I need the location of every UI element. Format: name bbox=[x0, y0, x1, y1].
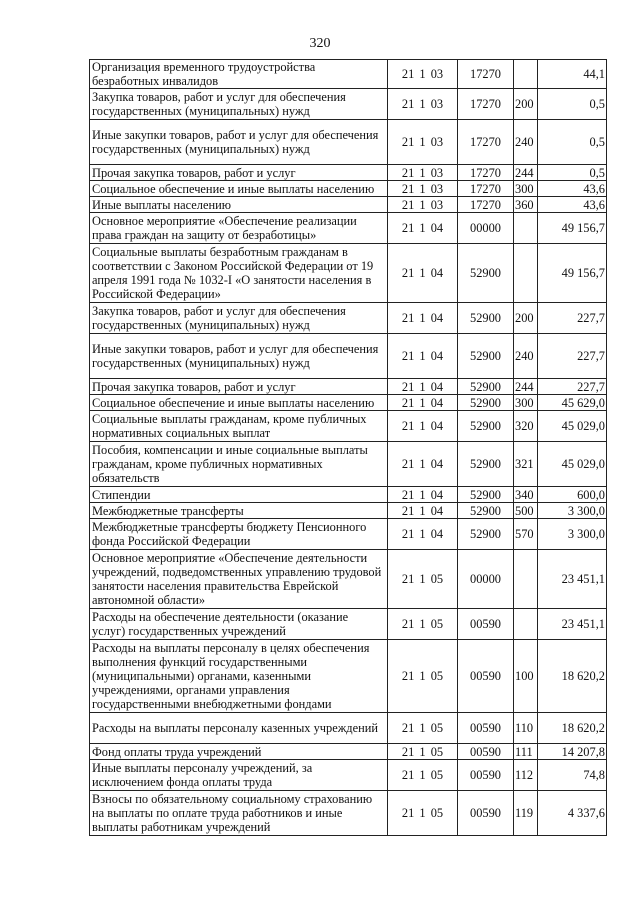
row-name: Социальное обеспечение и иные выплаты населению bbox=[90, 395, 388, 411]
row-expense-type: 500 bbox=[514, 503, 538, 519]
row-amount: 0,5 bbox=[538, 89, 607, 120]
row-expense-type: 570 bbox=[514, 519, 538, 550]
row-code: 21 1 05 bbox=[388, 744, 458, 760]
row-expense-type: 244 bbox=[514, 379, 538, 395]
table-row bbox=[90, 640, 607, 713]
row-expense-type bbox=[514, 213, 538, 244]
row-target-code: 52900 bbox=[458, 334, 514, 379]
row-name: Расходы на выплаты персоналу в целях обеспечения выполнения функций государственными (муниципальными) органами, казенными учреждениями, органами управления государственными внебюджетными фондами bbox=[90, 640, 388, 713]
row-code: 21 1 05 bbox=[388, 713, 458, 744]
row-amount: 45 629,0 bbox=[538, 395, 607, 411]
table-row bbox=[90, 379, 607, 395]
budget-table-body bbox=[90, 60, 607, 836]
table-row bbox=[90, 181, 607, 197]
table-row bbox=[90, 713, 607, 744]
row-expense-type bbox=[514, 60, 538, 89]
row-expense-type bbox=[514, 244, 538, 303]
row-code: 21 1 03 bbox=[388, 89, 458, 120]
row-expense-type: 200 bbox=[514, 303, 538, 334]
row-expense-type: 200 bbox=[514, 89, 538, 120]
table-row bbox=[90, 244, 607, 303]
row-target-code: 00590 bbox=[458, 640, 514, 713]
row-code: 21 1 04 bbox=[388, 395, 458, 411]
table-row bbox=[90, 503, 607, 519]
table-row bbox=[90, 550, 607, 609]
row-name: Иные выплаты персоналу учреждений, за исключением фонда оплаты труда bbox=[90, 760, 388, 791]
row-target-code: 00590 bbox=[458, 609, 514, 640]
row-target-code: 52900 bbox=[458, 244, 514, 303]
row-target-code: 52900 bbox=[458, 503, 514, 519]
row-code: 21 1 04 bbox=[388, 303, 458, 334]
row-code: 21 1 04 bbox=[388, 442, 458, 487]
row-code: 21 1 04 bbox=[388, 487, 458, 503]
row-amount: 600,0 bbox=[538, 487, 607, 503]
row-expense-type: 300 bbox=[514, 395, 538, 411]
row-expense-type: 240 bbox=[514, 334, 538, 379]
table-row bbox=[90, 120, 607, 165]
row-amount: 18 620,2 bbox=[538, 713, 607, 744]
row-amount: 3 300,0 bbox=[538, 503, 607, 519]
table-row bbox=[90, 89, 607, 120]
row-name: Социальные выплаты безработным гражданам в соответствии с Законом Российской Федерации от 19 апреля 1991 года № 1032-I «О занятости населения в Российской Федерации» bbox=[90, 244, 388, 303]
row-name: Иные закупки товаров, работ и услуг для обеспечения государственных (муниципальных) нужд bbox=[90, 334, 388, 379]
row-name: Пособия, компенсации и иные социальные выплаты гражданам, кроме публичных нормативных обязательств bbox=[90, 442, 388, 487]
row-name: Взносы по обязательному социальному страхованию на выплаты по оплате труда работников и иные выплаты работникам учреждений bbox=[90, 791, 388, 836]
row-code: 21 1 04 bbox=[388, 213, 458, 244]
table-row bbox=[90, 60, 607, 89]
row-amount: 45 029,0 bbox=[538, 411, 607, 442]
row-code: 21 1 04 bbox=[388, 334, 458, 379]
row-target-code: 52900 bbox=[458, 303, 514, 334]
row-target-code: 52900 bbox=[458, 519, 514, 550]
row-target-code: 17270 bbox=[458, 165, 514, 181]
row-expense-type: 360 bbox=[514, 197, 538, 213]
row-code: 21 1 03 bbox=[388, 197, 458, 213]
row-name: Организация временного трудоустройства безработных инвалидов bbox=[90, 60, 388, 89]
row-name: Стипендии bbox=[90, 487, 388, 503]
table-row bbox=[90, 609, 607, 640]
table-row bbox=[90, 165, 607, 181]
row-amount: 23 451,1 bbox=[538, 550, 607, 609]
row-code: 21 1 03 bbox=[388, 165, 458, 181]
row-code: 21 1 05 bbox=[388, 550, 458, 609]
table-row bbox=[90, 744, 607, 760]
table-row bbox=[90, 303, 607, 334]
row-name: Фонд оплаты труда учреждений bbox=[90, 744, 388, 760]
row-expense-type bbox=[514, 550, 538, 609]
table-row bbox=[90, 487, 607, 503]
row-expense-type: 244 bbox=[514, 165, 538, 181]
row-amount: 4 337,6 bbox=[538, 791, 607, 836]
row-target-code: 00590 bbox=[458, 791, 514, 836]
table-row bbox=[90, 442, 607, 487]
row-name: Прочая закупка товаров, работ и услуг bbox=[90, 379, 388, 395]
row-amount: 227,7 bbox=[538, 379, 607, 395]
row-name: Расходы на обеспечение деятельности (оказание услуг) государственных учреждений bbox=[90, 609, 388, 640]
table-row bbox=[90, 197, 607, 213]
row-amount: 227,7 bbox=[538, 303, 607, 334]
row-name: Прочая закупка товаров, работ и услуг bbox=[90, 165, 388, 181]
row-code: 21 1 04 bbox=[388, 379, 458, 395]
row-amount: 44,1 bbox=[538, 60, 607, 89]
row-expense-type: 321 bbox=[514, 442, 538, 487]
row-code: 21 1 05 bbox=[388, 609, 458, 640]
row-name: Межбюджетные трансферты bbox=[90, 503, 388, 519]
row-target-code: 52900 bbox=[458, 379, 514, 395]
table-row bbox=[90, 334, 607, 379]
row-target-code: 00000 bbox=[458, 550, 514, 609]
row-code: 21 1 05 bbox=[388, 640, 458, 713]
row-code: 21 1 03 bbox=[388, 60, 458, 89]
budget-table bbox=[89, 59, 607, 836]
row-expense-type: 112 bbox=[514, 760, 538, 791]
row-amount: 0,5 bbox=[538, 165, 607, 181]
row-expense-type: 300 bbox=[514, 181, 538, 197]
row-amount: 3 300,0 bbox=[538, 519, 607, 550]
row-target-code: 17270 bbox=[458, 120, 514, 165]
row-code: 21 1 03 bbox=[388, 181, 458, 197]
row-target-code: 00590 bbox=[458, 760, 514, 791]
row-name: Закупка товаров, работ и услуг для обеспечения государственных (муниципальных) нужд bbox=[90, 303, 388, 334]
row-expense-type: 240 bbox=[514, 120, 538, 165]
row-amount: 0,5 bbox=[538, 120, 607, 165]
row-code: 21 1 04 bbox=[388, 519, 458, 550]
row-target-code: 17270 bbox=[458, 89, 514, 120]
row-code: 21 1 05 bbox=[388, 791, 458, 836]
row-name: Социальное обеспечение и иные выплаты населению bbox=[90, 181, 388, 197]
row-expense-type: 119 bbox=[514, 791, 538, 836]
table-row bbox=[90, 395, 607, 411]
page-number: 320 bbox=[309, 36, 331, 51]
row-name: Иные закупки товаров, работ и услуг для обеспечения государственных (муниципальных) нужд bbox=[90, 120, 388, 165]
table-row bbox=[90, 213, 607, 244]
row-code: 21 1 03 bbox=[388, 120, 458, 165]
row-target-code: 52900 bbox=[458, 395, 514, 411]
row-amount: 43,6 bbox=[538, 181, 607, 197]
row-amount: 23 451,1 bbox=[538, 609, 607, 640]
table-row bbox=[90, 760, 607, 791]
row-expense-type bbox=[514, 609, 538, 640]
row-expense-type: 111 bbox=[514, 744, 538, 760]
row-target-code: 52900 bbox=[458, 411, 514, 442]
row-code: 21 1 05 bbox=[388, 760, 458, 791]
row-target-code: 52900 bbox=[458, 442, 514, 487]
row-code: 21 1 04 bbox=[388, 244, 458, 303]
row-code: 21 1 04 bbox=[388, 411, 458, 442]
row-target-code: 17270 bbox=[458, 181, 514, 197]
row-name: Межбюджетные трансферты бюджету Пенсионного фонда Российской Федерации bbox=[90, 519, 388, 550]
row-target-code: 52900 bbox=[458, 487, 514, 503]
row-target-code: 00000 bbox=[458, 213, 514, 244]
row-code: 21 1 04 bbox=[388, 503, 458, 519]
row-expense-type: 100 bbox=[514, 640, 538, 713]
row-target-code: 17270 bbox=[458, 60, 514, 89]
table-row bbox=[90, 411, 607, 442]
row-target-code: 17270 bbox=[458, 197, 514, 213]
row-name: Основное мероприятие «Обеспечение реализации права граждан на защиту от безработицы» bbox=[90, 213, 388, 244]
row-amount: 14 207,8 bbox=[538, 744, 607, 760]
row-name: Расходы на выплаты персоналу казенных учреждений bbox=[90, 713, 388, 744]
row-amount: 227,7 bbox=[538, 334, 607, 379]
row-amount: 49 156,7 bbox=[538, 213, 607, 244]
row-name: Закупка товаров, работ и услуг для обеспечения государственных (муниципальных) нужд bbox=[90, 89, 388, 120]
row-amount: 43,6 bbox=[538, 197, 607, 213]
table-row bbox=[90, 791, 607, 836]
row-name: Основное мероприятие «Обеспечение деятельности учреждений, подведомственных управлению трудовой занятости населения правительства Еврейской автономной области» bbox=[90, 550, 388, 609]
row-expense-type: 340 bbox=[514, 487, 538, 503]
row-target-code: 00590 bbox=[458, 744, 514, 760]
row-amount: 74,8 bbox=[538, 760, 607, 791]
row-name: Социальные выплаты гражданам, кроме публичных нормативных социальных выплат bbox=[90, 411, 388, 442]
row-expense-type: 320 bbox=[514, 411, 538, 442]
table-row bbox=[90, 519, 607, 550]
row-amount: 45 029,0 bbox=[538, 442, 607, 487]
row-name: Иные выплаты населению bbox=[90, 197, 388, 213]
row-amount: 18 620,2 bbox=[538, 640, 607, 713]
row-amount: 49 156,7 bbox=[538, 244, 607, 303]
row-expense-type: 110 bbox=[514, 713, 538, 744]
row-target-code: 00590 bbox=[458, 713, 514, 744]
